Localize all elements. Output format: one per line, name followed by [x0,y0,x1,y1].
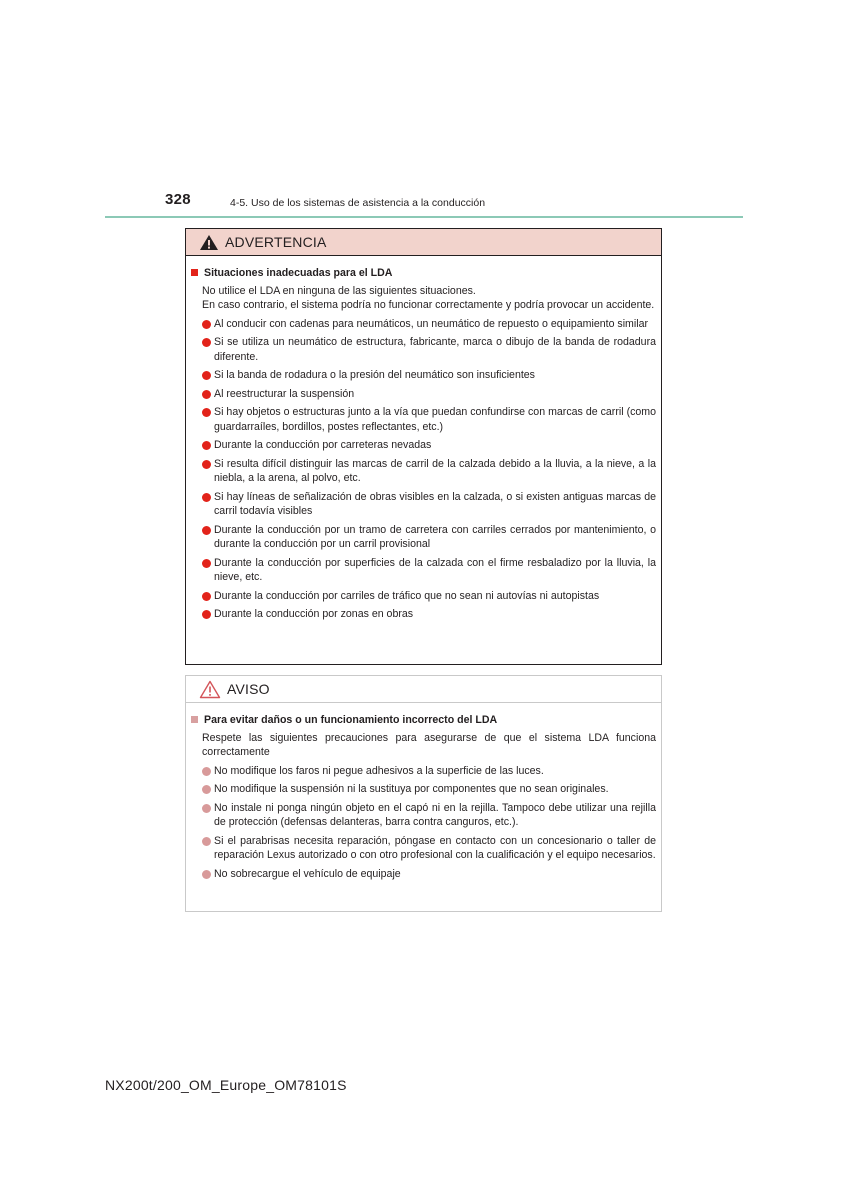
warning-intro-2: En caso contrario, el sistema podría no funcionar correctamente y podría provocar un accidente. [202,299,655,311]
list-item: Si hay líneas de señalización de obras visibles en la calzada, o si existen antiguas marcas de carril todavía visibles [191,490,656,519]
warning-intro-1: No utilice el LDA en ninguna de las siguientes situaciones. [202,284,476,297]
bullet-icon [202,371,211,380]
bullet-icon [202,441,211,450]
warning-box [185,228,662,665]
bullet-icon [202,460,211,469]
list-item: Durante la conducción por carriles de tráfico que no sean ni autovías ni autopistas [191,589,656,604]
bullet-icon [202,526,211,535]
list-item: Si el parabrisas necesita reparación, póngase en contacto con un concesionario o taller de reparación Lexus autorizado o con otro profesional con la cualificación y el equipo necesarios. [191,834,656,863]
list-item: No sobrecargue el vehículo de equipaje [191,867,656,882]
section-title: 4-5. Uso de los sistemas de asistencia a la conducción [230,197,486,209]
list-item: No modifique la suspensión ni la sustituya por componentes que no sean originales. [191,782,656,797]
footer-code: NX200t/200_OM_Europe_OM78101S [105,1077,347,1093]
list-item: Durante la conducción por carreteras nevadas [191,438,656,453]
notice-box [185,675,662,912]
bullet-icon [202,592,211,601]
notice-body [186,703,661,881]
bullet-icon [202,804,211,813]
list-item: No instale ni ponga ningún objeto en el capó ni en la rejilla. Tampoco debe utilizar una rejilla de protección (defensas delanteras, barra contra canguros, etc.). [191,801,656,830]
list-item: Durante la conducción por superficies de la calzada con el firme resbaladizo por la lluvia, la nieve, etc. [191,556,656,585]
warning-topic [191,266,656,281]
bullet-icon [202,767,211,776]
bullet-icon [202,390,211,399]
bullet-icon [202,837,211,846]
bullet-icon [202,870,211,879]
notice-topic [191,713,656,728]
warning-body [186,256,661,622]
bullet-icon [202,338,211,347]
list-item: Al conducir con cadenas para neumáticos, un neumático de repuesto o equipamiento similar [191,317,656,332]
warning-header [186,229,661,256]
list-item: Si hay objetos o estructuras junto a la vía que puedan confundirse con marcas de carril (como guardarraíles, bordillos, postes reflectantes, etc.) [191,405,656,434]
list-item: Si resulta difícil distinguir las marcas de carril de la calzada debido a la lluvia, a la nieve, a la niebla, a la arena, al polvo, etc. [191,457,656,486]
warning-list [191,317,656,622]
bullet-icon [202,493,211,502]
square-bullet-icon [191,716,198,723]
warning-topic-title: Situaciones inadecuadas para el LDA [204,267,393,279]
page-number: 328 [165,191,191,208]
bullet-icon [202,785,211,794]
notice-label: AVISO [227,681,270,697]
warning-triangle-icon [199,234,219,251]
list-item: Durante la conducción por zonas en obras [191,607,656,622]
list-item: Si se utiliza un neumático de estructura, fabricante, marca o dibujo de la banda de rodadura diferente. [191,335,656,364]
notice-header [186,676,661,703]
bullet-icon [202,610,211,619]
header-divider [105,216,743,218]
bullet-icon [202,559,211,568]
square-bullet-icon [191,269,198,276]
warning-label: ADVERTENCIA [225,234,327,250]
caution-triangle-icon [199,680,221,699]
bullet-icon [202,408,211,417]
list-item: Durante la conducción por un tramo de carretera con carriles cerrados por mantenimiento, o durante la conducción por un carril provisional [191,523,656,552]
list-item: Al reestructurar la suspensión [191,387,656,402]
list-item: Si la banda de rodadura o la presión del neumático son insuficientes [191,368,656,383]
notice-list [191,764,656,882]
notice-topic-title: Para evitar daños o un funcionamiento incorrecto del LDA [204,714,498,726]
notice-intro: Respete las siguientes precauciones para asegurarse de que el sistema LDA funciona correctamente [202,731,656,758]
list-item: No modifique los faros ni pegue adhesivos a la superficie de las luces. [191,764,656,779]
bullet-icon [202,320,211,329]
